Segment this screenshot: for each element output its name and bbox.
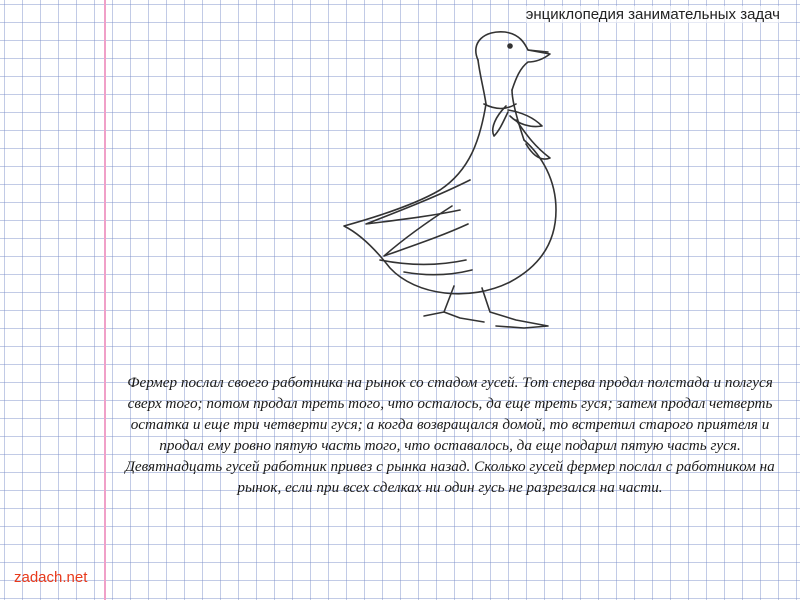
notebook-margin-line bbox=[104, 0, 106, 600]
goose-illustration bbox=[320, 20, 580, 340]
task-text: Фермер послал своего работника на рынок со стадом гусей. Тот сперва продал полстада и полгуся сверх того; потом продал треть того, что осталось, да еще треть гуся; затем продал четверть остатка и еще три четверти гуся; а когда возвращался домой, то встретил старого приятеля и продал ему ровно пятую часть того, что оставалось, да еще подарил пятую часть гуся. Девятнадцать гусей работник привез с рынка назад. Сколько гусей фермер послал с работником на рынок, если при всех сделках ни один гусь не разрезался на части. bbox=[125, 374, 775, 496]
site-link[interactable]: zadach.net bbox=[14, 569, 88, 586]
page-title: энциклопедия занимательных задач bbox=[525, 6, 780, 23]
